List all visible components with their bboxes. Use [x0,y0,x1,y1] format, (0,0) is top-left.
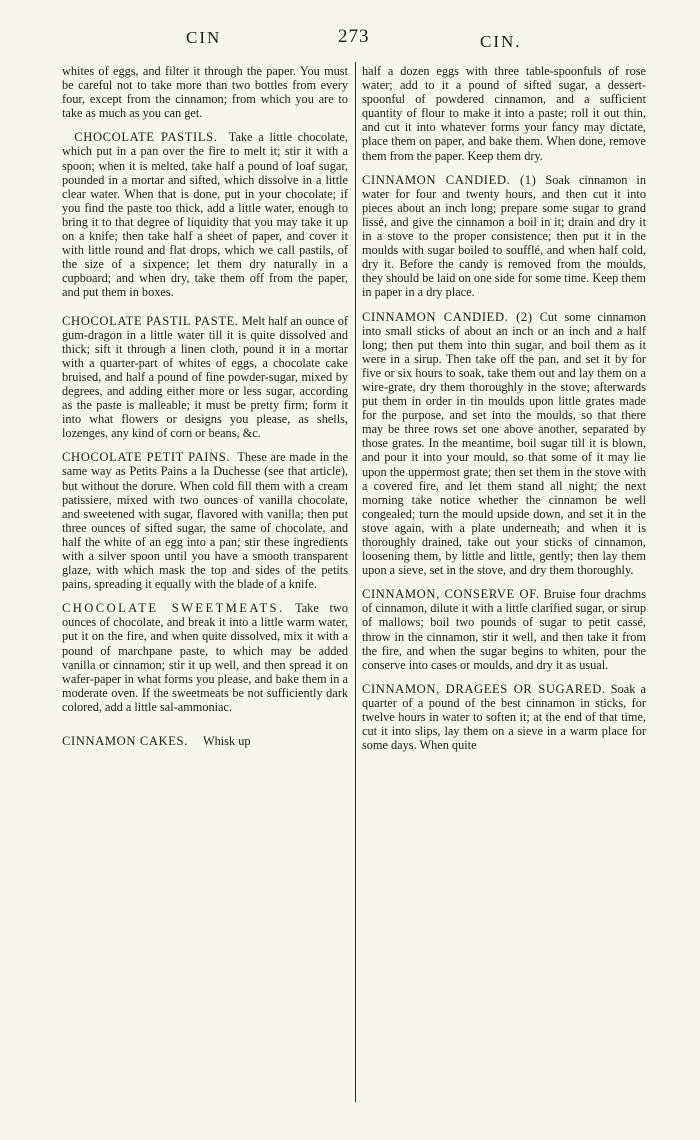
entry-title: CINNAMON CAKES. [62,734,188,749]
entry-chocolate-petit-pains [62,450,348,591]
entry-text: Soak a quarter of a pound of the best cinnamon in sticks, for twelve hours in water to soften it; at the end of that time, cut it into slips, lay them on a sieve in a warm place for some days. When quite [362,681,646,753]
entry-title: CINNAMON CANDIED. (1) [362,172,537,187]
entry-title: CINNAMON, DRAGEES OR SUGARED. [362,681,606,696]
entry-cinnamon-cakes [62,734,348,748]
entry-title: CHOCOLATE PASTILS. [74,130,218,145]
entry-text: Take a little chocolate, which put in a pan over the fire to melt it; stir it with a spoon; when it is melted, take half a pound of loaf sugar, pounded in a mortar and sifted, which dissolve in a little clear water. When that is done, put in your chocolate; if you find the paste too thick, add a little water, enough to bring it to that degree of liquidity that you may take it up on a knife; then take half a sheet of paper, and cover it with little round and flat drops, which we call pastils, of the size of a sixpence; let them dry naturally in a cupboard; and when dry, take them off from the paper, and put them in boxes. [62,130,348,300]
paragraph-text: half a dozen eggs with three table-spoonfuls of rose water; add to it a pound of sifted sugar, a dessert-spoonful of powdered cinnamon, and a sufficient quantity of flour to make it into a paste; roll it out thin, and cut it into whatever forms your fancy may dictate, place them on paper, and bake them. When done, remove them from the paper. Keep them dry. [362,64,646,163]
header-right-word: CIN. [480,32,522,51]
entry-chocolate-pastils [62,130,348,299]
column-divider [355,62,356,1102]
entry-cinnamon-candied-1 [362,173,646,300]
entry-title: CHOCOLATE SWEETMEATS. [62,601,285,616]
right-column [362,64,646,752]
left-column [62,64,348,748]
paragraph-text: whites of eggs, and filter it through the paper. You must be careful not to take more than two bottles from every four, except from the cinnamon; from which you are to take as much as you can get. [62,64,348,121]
entry-text: Bruise four drachms of cinnamon, dilute it with a little clarified sugar, or sirup of mallows; boil two pounds of sugar to petit cassé, throw in the cinnamon, stir it well, and then take it from the fire, and when the sugar begins to whiten, pour the conserve into cases or moulds, and dry it as usual. [362,587,646,672]
entry-text: Melt half an ounce of gum-dragon in a little water till it is quite dissolved and thick; sift it through a linen cloth, pound it in a mortar with a quarter-part of whites of eggs, a chocolate cake bruised, and half a pound of fine powder-sugar, mixed by degrees, and adding either more or less sugar, according as the paste is malleable; it must be pretty firm; form it into what flowers or designs you please, as shells, lozenges, any kind of corn or beans, &c. [62,313,349,441]
entry-cinnamon-dragees [362,682,646,752]
right-continuation-paragraph [362,64,646,163]
running-header [0,26,700,56]
entry-text: Whisk up [203,734,251,749]
entry-text: Soak cinnamon in water for four and twenty hours, and then cut it into pieces about an inch long; prepare some sugar to grand lissé, and give the cinnamon a boil in it; drain and dry it in a stove to the proper consistence; then put it in the moulds with sugar boiled to soufflé, and when half cold, dry it. Before the candy is removed from the moulds, they should be laid on one side for some time. Keep them in paper in a dry place. [362,172,646,300]
entry-title: CHOCOLATE PASTIL PASTE. [62,313,239,328]
entry-cinnamon-conserve [362,587,646,672]
left-continuation-paragraph [62,64,348,120]
entry-title: CINNAMON, CONSERVE OF. [362,587,540,602]
entry-text: Cut some cinnamon into small sticks of about an inch or an inch and a half long; then put them into thin sugar, and boil them as it were in a sirup. Then take off the pan, and set it by for five or six hours to soak, take them out and lay them on a wire-grate, dry them thoroughly in the stove; afterwards put them in order in tin moulds upon little grates made for the purpose, and set into the moulds, so that there may be three rows set one above another, separated by those grates. In the meantime, boil sugar till it is blown, and pour it into your mould, so that some of it may lie upon the uppermost grate; then set them in the stove with a covered fire, and let them stand all night; the next morning take notice whether the cinnamon be well congealed; turn the mould upside down, and set it in the stove again, with a plate underneath; and when it is thoroughly drained, take out your sticks of cinnamon, loosening them, by little and little, gently; then lay them upon a sieve, set in the stove, and dry them thoroughly. [362,309,647,578]
entry-title: CHOCOLATE PETIT PAINS. [62,450,231,465]
entry-chocolate-sweetmeats [62,601,348,714]
entry-text: These are made in the same way as Petits Pains a la Duchesse (see that article), but without the dorure. When cold fill them with a cream patissiere, mixed with two ounces of vanilla chocolate, and sweetened with sugar, flavored with vanilla; then put three ounces of sifted sugar, the same of chocolate, and half the white of an egg into a pan; stir these ingredients with a silver spoon until you have a smooth transparent glaze, with which mask the top and sides of the petits pains, spreading it equally with the blade of a knife. [62,450,348,592]
entry-text: Take two ounces of chocolate, and break it into a little warm water, put it on the fire, and when quite dissolved, mix it with a pound of marchpane paste, to which may be added vanilla or cinnamon; stir it up well, and then spread it on wafer-paper in what forms you please, and bake them in a moderate oven. If the sweetmeats be not sufficiently dark colored, add a little sal-ammoniac. [62,601,348,714]
entry-title: CINNAMON CANDIED. (2) [362,309,533,324]
page-number: 273 [338,26,370,47]
entry-cinnamon-candied-2 [362,310,646,578]
entry-chocolate-pastil-paste [62,314,348,441]
header-left-word: CIN [186,28,222,47]
